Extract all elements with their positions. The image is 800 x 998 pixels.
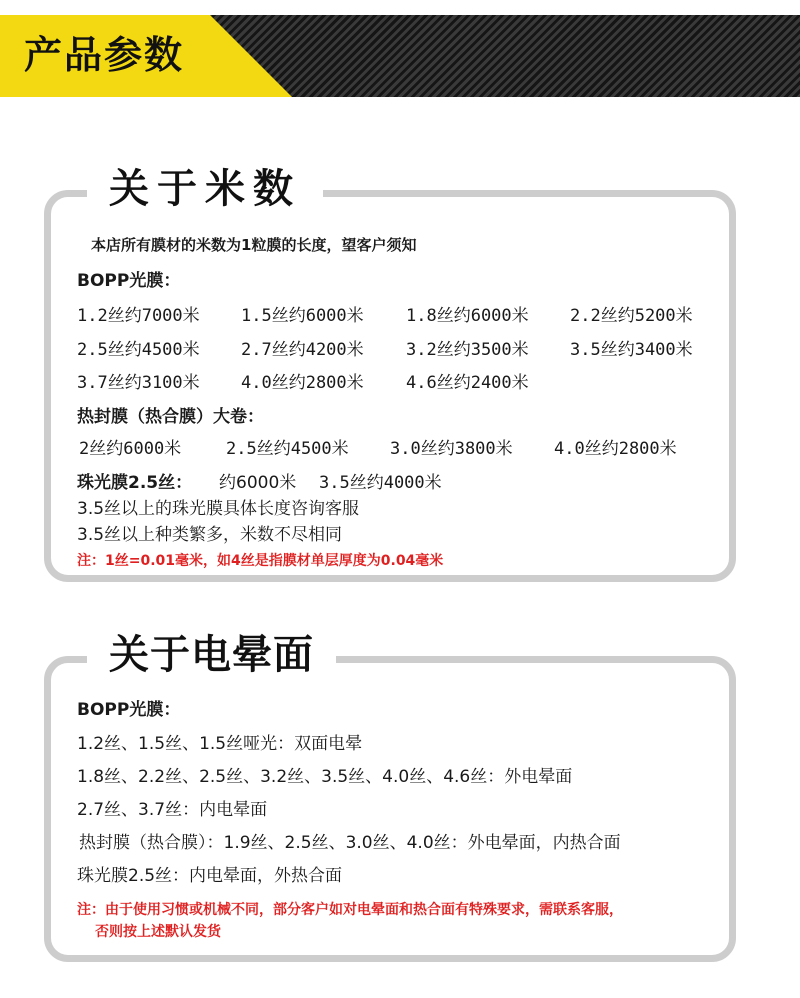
pearl-note-line: 3.5丝以上的珠光膜具体长度咨询客服 [77,499,360,519]
heat-cell: 2.5丝约4500米 [226,439,349,459]
bopp-cell: 1.8丝约6000米 [406,306,529,326]
bopp-cell: 1.2丝约7000米 [77,306,200,326]
heat-cell: 4.0丝约2800米 [554,439,677,459]
heat-cell: 2丝约6000米 [79,439,182,459]
pearl-value: 约6000米 [219,473,297,493]
corona-line: 珠光膜2.5丝：内电晕面，外热合面 [77,866,343,886]
corona-line: 1.2丝、1.5丝、1.5丝哑光：双面电晕 [77,734,363,754]
header-banner [0,15,800,97]
corona-line: 2.7丝、3.7丝：内电晕面 [77,800,268,820]
corona-line: 1.8丝、2.2丝、2.5丝、3.2丝、3.5丝、4.0丝、4.6丝：外电晕面 [77,767,573,787]
corona-panel [44,632,736,962]
bopp-cell: 3.7丝约3100米 [77,373,200,393]
corona-title: 关于电晕面 [87,627,336,683]
heat-cell: 3.0丝约3800米 [390,439,513,459]
pearl-note-line: 3.5丝以上种类繁多，米数不尽相同 [77,525,343,545]
corona-footnote: 注：由于使用习惯或机械不同，部分客户如对电晕面和热合面有特殊要求，需联系客服， [77,902,623,918]
bopp-cell: 1.5丝约6000米 [241,306,364,326]
bopp-cell: 4.6丝约2400米 [406,373,529,393]
pearl-label: 珠光膜2.5丝： [77,473,193,493]
meters-footnote: 注：1丝=0.01毫米，如4丝是指膜材单层厚度为0.04毫米 [77,553,444,569]
page-title: 产品参数 [24,33,185,77]
corona-bopp-label: BOPP光膜： [77,700,181,720]
pearl-value: 3.5丝约4000米 [319,473,442,493]
heat-label: 热封膜（热合膜）大卷： [77,407,264,427]
bopp-cell: 3.5丝约3400米 [570,340,693,360]
bopp-cell: 2.7丝约4200米 [241,340,364,360]
bopp-cell: 2.2丝约5200米 [570,306,693,326]
bopp-cell: 3.2丝约3500米 [406,340,529,360]
corona-line: 热封膜（热合膜）：1.9丝、2.5丝、3.0丝、4.0丝：外电晕面，内热合面 [79,833,621,853]
meters-title: 关于米数 [87,161,323,217]
corona-footnote: 否则按上述默认发货 [95,924,221,940]
bopp-cell: 2.5丝约4500米 [77,340,200,360]
meters-panel [44,166,736,582]
meters-intro: 本店所有膜材的米数为1粒膜的长度，望客户须知 [91,236,417,254]
bopp-label: BOPP光膜： [77,271,181,291]
bopp-cell: 4.0丝约2800米 [241,373,364,393]
